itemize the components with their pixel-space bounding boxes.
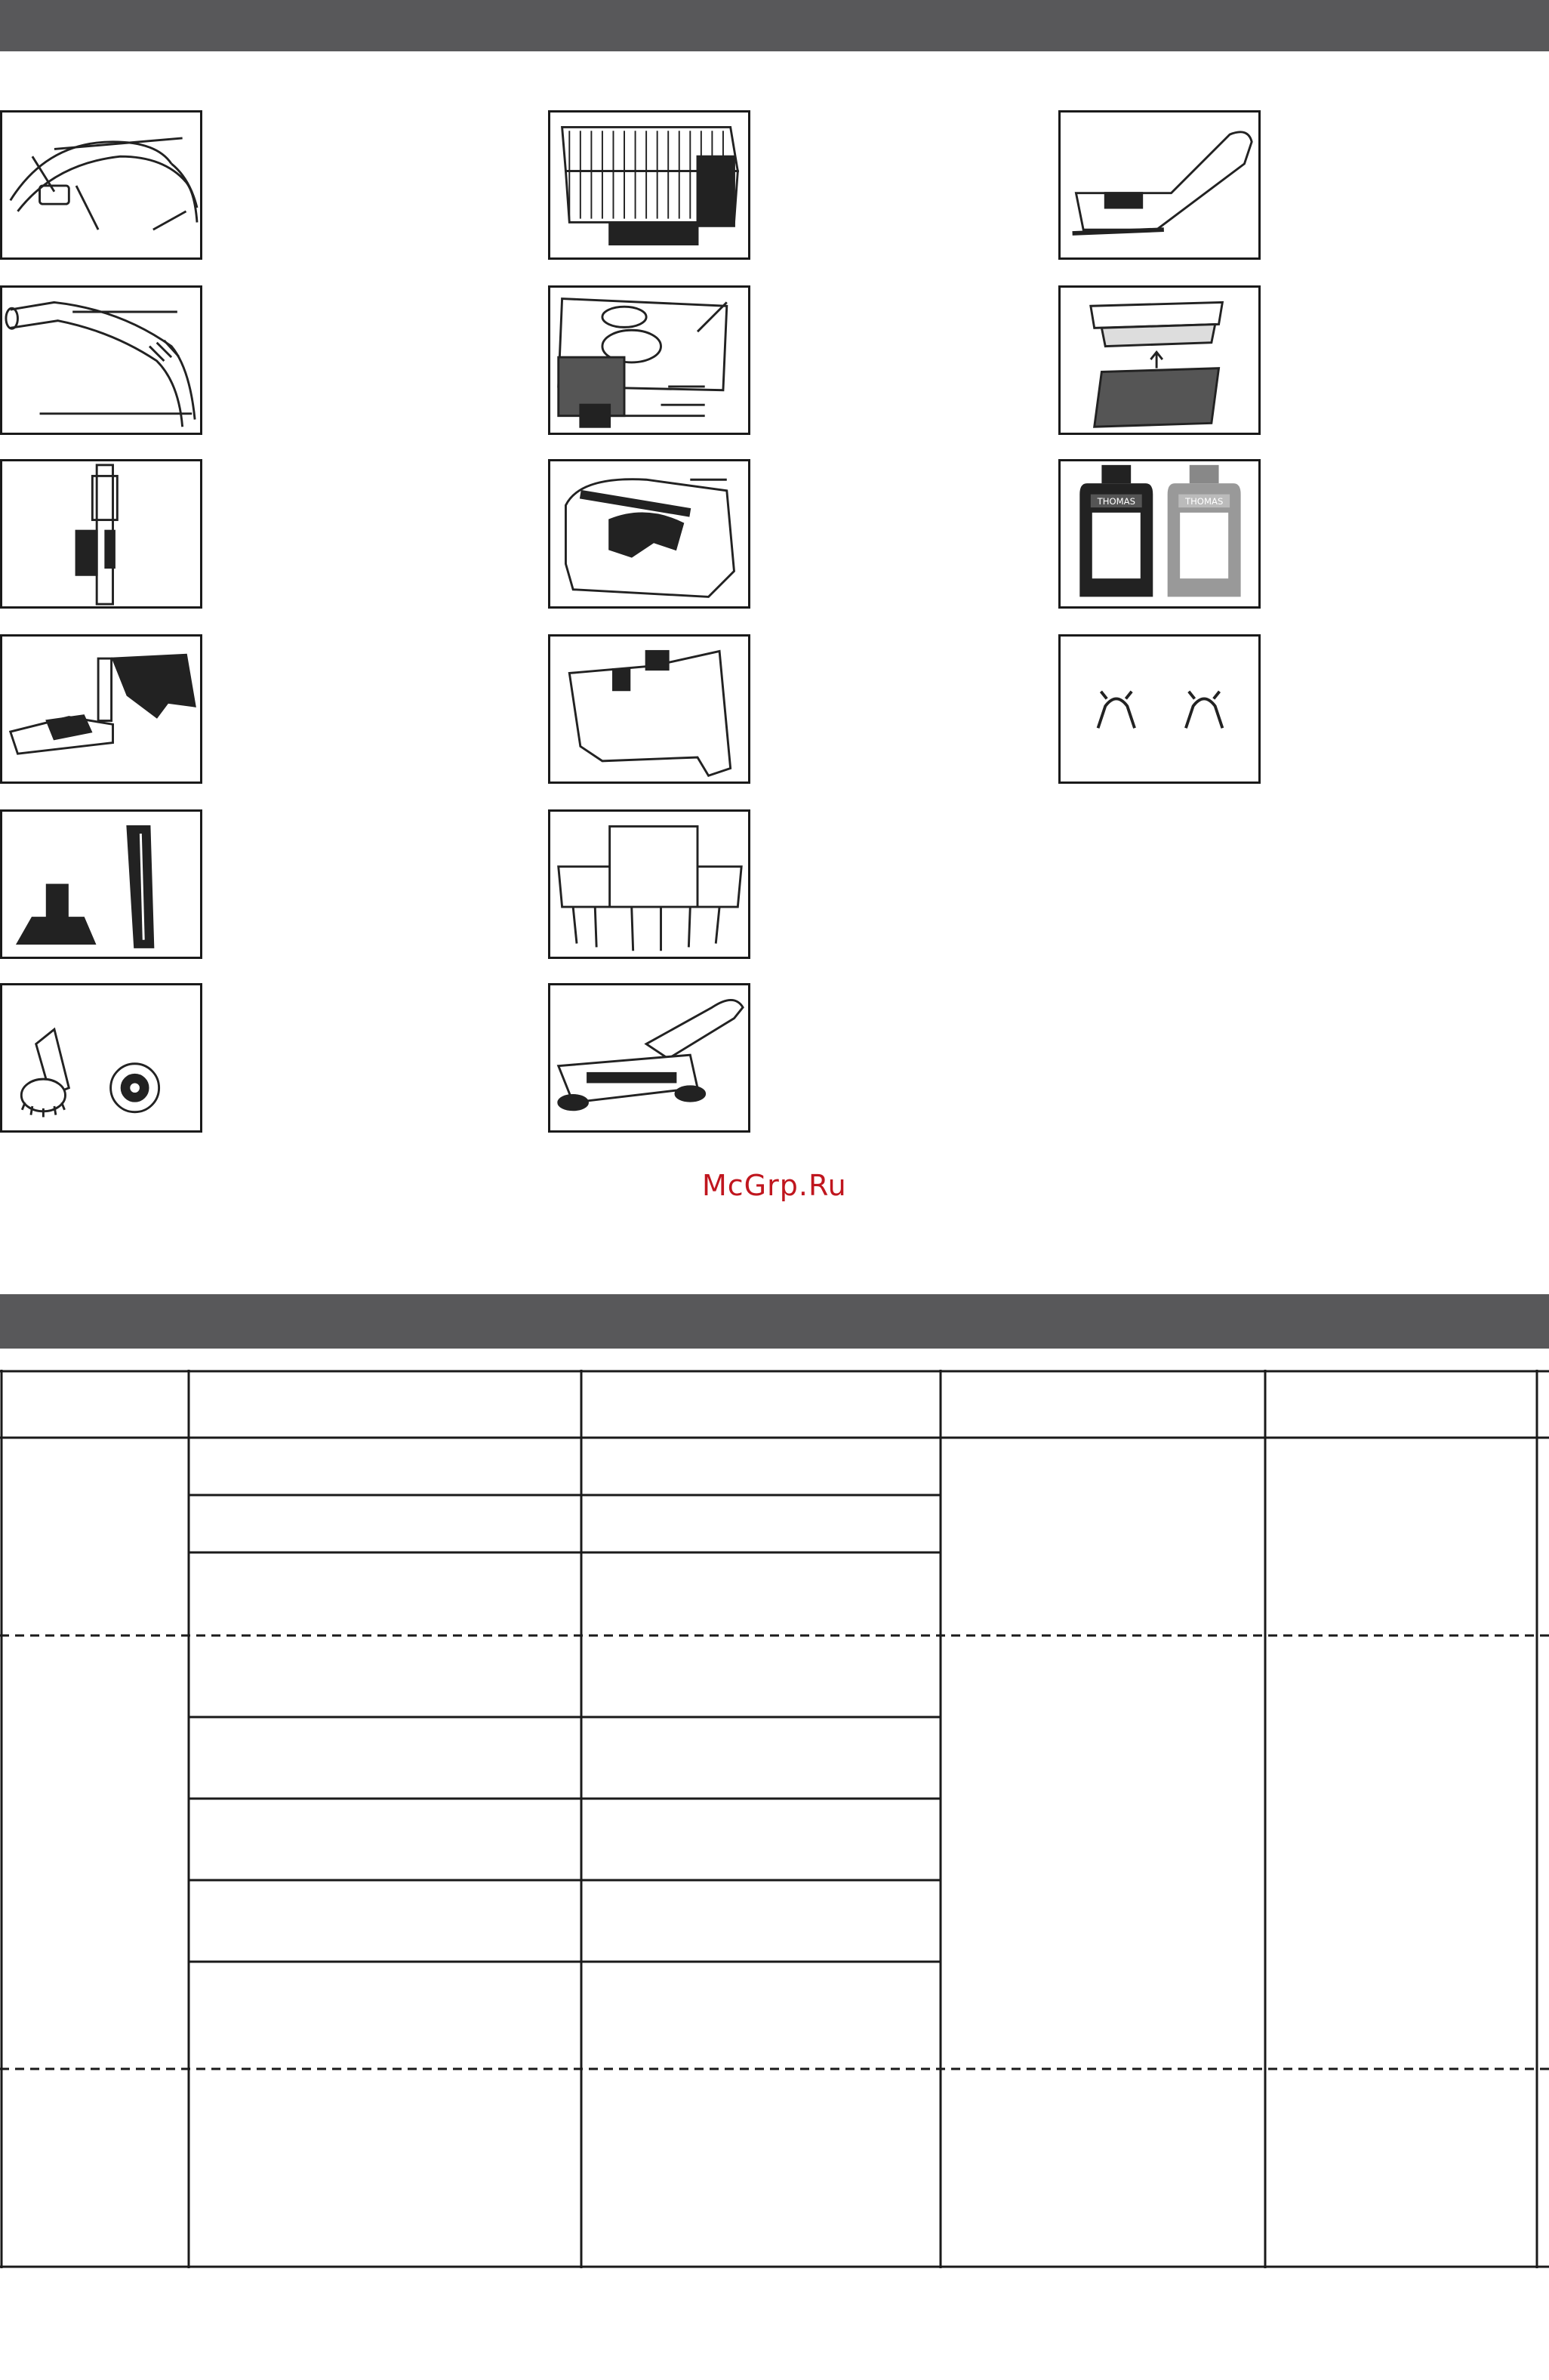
telescopic-tube-image [0, 459, 202, 609]
upholstery-and-crevice-nozzle-image [0, 809, 202, 959]
water-filter-insert-image [548, 285, 750, 435]
handle-hose-image [0, 285, 202, 435]
specification-table [0, 1370, 1549, 2268]
dirty-water-insert-image [548, 809, 750, 959]
section-bar [0, 1294, 1549, 1349]
wet-cleaning-nozzle-image [548, 983, 750, 1133]
header-bar [0, 0, 1549, 51]
hepa-filter-image [548, 110, 750, 260]
handle-with-controls-image [0, 110, 202, 260]
bottle-right-brand: THOMAS [1184, 496, 1224, 507]
spray-extraction-upholstery-nozzle-image [1058, 110, 1261, 260]
fresh-water-tank-image [548, 634, 750, 784]
dusting-brush-and-adapter-image [0, 983, 202, 1133]
floor-nozzle-image [0, 634, 202, 784]
rubber-lip-and-pad-image [1058, 285, 1261, 435]
water-filter-box-image [548, 459, 750, 609]
watermark-text: McGrp.Ru [702, 1169, 847, 1202]
clips-image [1058, 634, 1261, 784]
cleaning-concentrate-bottles-image [1058, 459, 1261, 609]
bottle-left-brand: THOMAS [1097, 496, 1135, 507]
